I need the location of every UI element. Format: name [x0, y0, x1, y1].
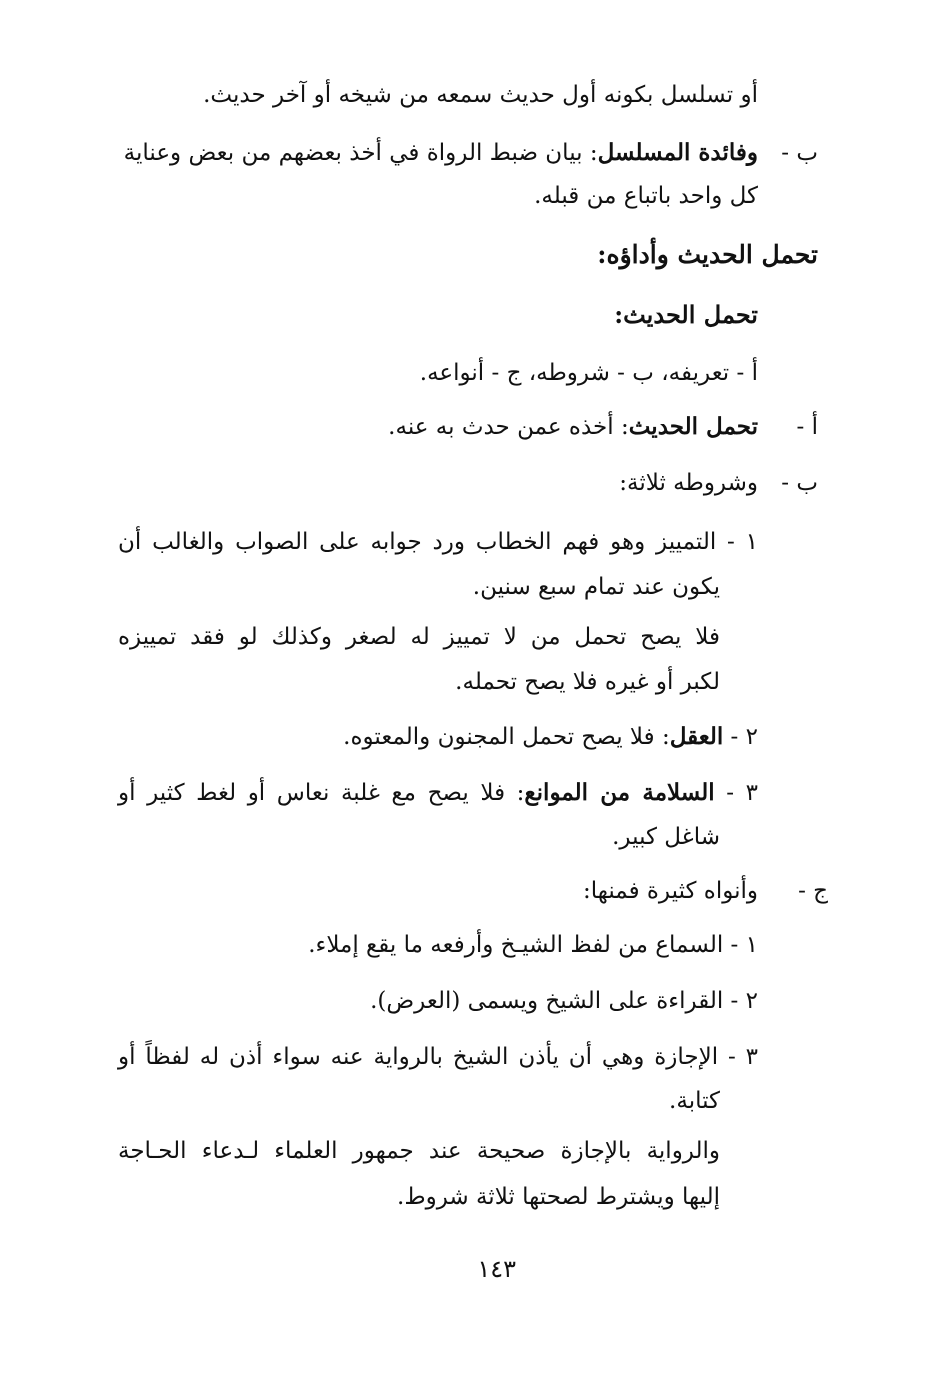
text-span: كتابة. — [669, 1088, 720, 1114]
text-line — [473, 572, 720, 602]
text-span: ٢ - القراءة على الشيخ ويسمى (العرض). — [370, 988, 758, 1014]
text-span: أو تسلسل بكونه أول حديث سمعه من شيخه أو آخر حديث. — [203, 82, 758, 108]
text-span: أ - تعريفه، ب - شروطه، ج - أنواعه. — [419, 360, 758, 386]
text-span: : فلا يصح تحمل المجنون والمعتوه. — [343, 724, 670, 750]
text-line — [583, 876, 758, 906]
text-line — [619, 468, 758, 498]
text-line — [397, 1182, 720, 1212]
subsection-heading: تحمل الحديث: — [614, 300, 758, 329]
text-span: ١ - السماع من لفظ الشيـخ وأرفعه ما يقع إملاء. — [308, 932, 758, 958]
text-line — [455, 667, 720, 697]
text-span: والرواية بالإجازة صحيحة عند جمهور العلماء لـدعاء الحـاجة — [118, 1138, 720, 1164]
item-marker: ب - — [781, 470, 818, 496]
item-marker: أ - — [796, 414, 818, 440]
item-marker: ج - — [798, 878, 828, 904]
text-line — [370, 986, 758, 1016]
page-number: ١٤٣ — [477, 1255, 516, 1283]
text-span: ١ - التمييز وهو فهم الخطاب ورد جوابه على الصواب والغالب أن — [118, 529, 758, 555]
text-line — [420, 358, 758, 388]
text-span: لكبر أو غيره فلا يصح تحمله. — [455, 669, 720, 695]
text-line — [118, 1042, 758, 1072]
text-line — [118, 138, 758, 168]
text-span: : فلا يصح مع غلبة نعاس أو لغط كثير أو — [118, 780, 525, 806]
text-line — [343, 722, 758, 752]
item-number: ٣ - — [726, 780, 759, 806]
text-span: ٣ - الإجازة وهي أن يأذن الشيخ بالرواية عنه سواء أذن له لفظاً أو — [118, 1044, 758, 1070]
text-span: شاغل كبير. — [612, 824, 720, 850]
text-span: وشروطه ثلاثة: — [619, 470, 758, 496]
text-line — [612, 822, 720, 852]
bold-term: العقل — [669, 723, 724, 750]
text-line — [308, 930, 758, 960]
text-span: يكون عند تمام سبع سنين. — [472, 574, 720, 600]
text-line — [118, 622, 720, 652]
text-span: وأنواه كثيرة فمنها: — [582, 878, 758, 904]
text-line — [118, 1136, 720, 1166]
item-marker: ب - — [781, 140, 818, 166]
bold-term: تحمل الحديث — [628, 413, 758, 440]
text-span: : بيان ضبط الرواة في أخذ بعضهم من بعض وعناية — [123, 140, 598, 166]
bold-term: وفائدة المسلسل — [597, 139, 758, 166]
text-line — [669, 1086, 720, 1116]
text-line — [534, 181, 758, 211]
text-span: فلا يصح تحمل من لا تمييز له لصغر وكذلك لو فقد تمييزه — [118, 624, 720, 650]
bold-term: السلامة من الموانع — [524, 779, 715, 806]
text-line — [388, 412, 758, 442]
item-number: ٢ - — [730, 724, 758, 750]
text-line — [203, 80, 758, 110]
text-line — [118, 527, 758, 557]
section-heading: تحمل الحديث وأداؤه: — [597, 240, 818, 269]
text-span: كل واحد باتباع من قبله. — [534, 183, 758, 209]
text-span: : أخذه عمن حدث به عنه. — [388, 414, 629, 440]
text-span: إليها ويشترط لصحتها ثلاثة شروط. — [397, 1184, 720, 1210]
text-line — [118, 778, 758, 808]
